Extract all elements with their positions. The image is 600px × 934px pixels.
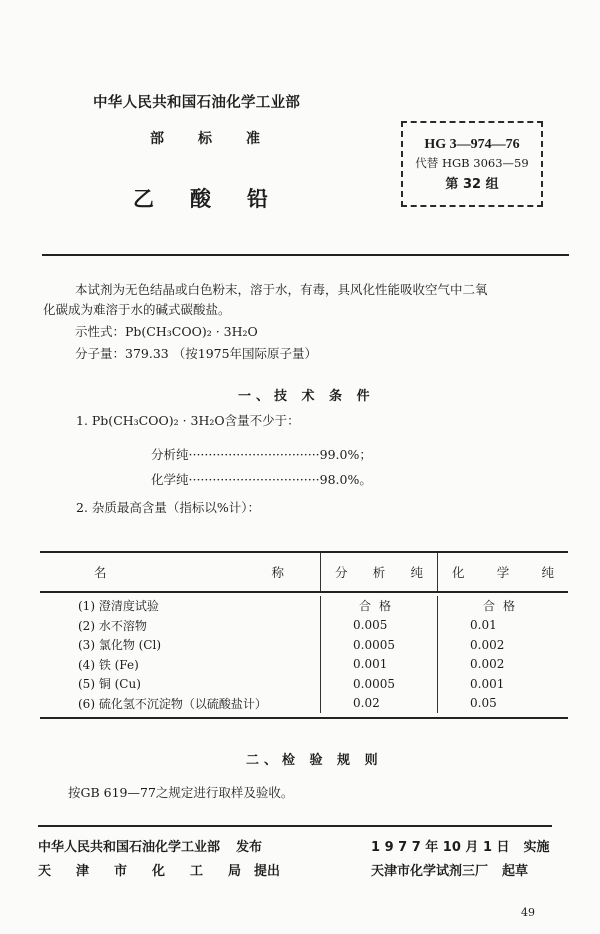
formula: Pb(CH₃COO)₂ · 3H₂O [125,324,258,339]
cp-value: 0.002 [437,635,568,655]
dot-leader: ································· [188,472,320,487]
drafter-line [371,860,528,879]
page-number: 49 [521,906,535,919]
formula-line [75,322,258,341]
table-row [40,655,568,675]
issuer: 中华人民共和国石油化学工业部 [38,840,221,855]
header-char: 析 [372,565,386,580]
drafter-action: 起草 [502,864,529,879]
standard-type-char: 标 [198,131,212,147]
grade-name: 分析纯 [151,447,189,462]
proposer-action: 提出 [254,864,281,879]
standard-type-char: 准 [246,131,260,147]
impurity-name: (4) 铁 (Fe) [78,657,139,672]
header-char: 称 [271,565,284,580]
table-header-row [40,551,568,593]
header-char: 名 [94,565,107,580]
impurity-name: (6) 硫化氢不沉淀物（以硫酸盐计） [78,696,267,711]
header-chemically-pure [437,553,568,591]
grade-name: 化学纯 [151,472,189,487]
effective-line [371,836,550,855]
standard-type [150,128,294,148]
ministry-name: 中华人民共和国石油化学工业部 [93,95,301,111]
table-row [40,616,568,636]
table-row [40,694,568,714]
standard-group: 第 32 组 [445,177,499,192]
header-char: 学 [496,565,510,580]
dot-leader: ································· [188,447,320,462]
ar-value: 0.02 [320,694,437,714]
formula-label: 示性式： [75,324,126,339]
header-char: 化 [452,565,465,580]
mw-note: （按1975年国际原子量） [172,346,318,361]
ar-value: 0.005 [320,616,437,636]
item1-label: 1. Pb(CH₃COO)₂ · 3H₂O含量不少于： [76,413,300,428]
cp-value: 0.002 [437,655,568,675]
proposer-line [38,860,280,879]
proposer-char: 局 [228,864,242,879]
standard-type-char: 部 [150,131,164,147]
footer-divider [38,825,552,827]
standard-number-box [401,121,543,207]
table-row [40,635,568,655]
proposer-char: 工 [190,864,204,879]
table-body [40,593,568,719]
header-char: 纯 [410,565,423,580]
ar-value: 合格 [320,596,437,616]
grade-cp-line [151,470,372,488]
impurity-name: (2) 水不溶物 [78,618,147,633]
title-char: 铅 [247,187,268,211]
proposer-char: 化 [152,864,166,879]
table-row [40,674,568,694]
header-char: 纯 [541,565,554,580]
cp-value: 0.001 [437,674,568,694]
effective-date: 1 9 7 7 年 10 月 1 日 [371,840,510,855]
ar-value: 0.0005 [320,635,437,655]
item2-label: 2. 杂质最高含量（指标以%计）： [76,500,261,515]
replaces-standard: 代替 HGB 3063—59 [415,156,529,170]
issuer-action: 发布 [236,840,263,855]
impurity-name: (1) 澄清度试验 [78,599,159,614]
impurity-name: (3) 氯化物 (Cl) [78,638,162,653]
inspection-rule-text: 按GB 619—77之规定进行取样及验收。 [68,785,294,800]
issuer-line [38,836,262,855]
standard-code: HG 3—974—76 [424,137,520,152]
ar-value: 0.0005 [320,674,437,694]
header-divider [42,254,569,256]
description-line-2: 化碳成为难溶于水的碱式碳酸盐。 [43,302,231,317]
title-char: 酸 [190,187,211,211]
cp-value: 0.01 [437,616,568,636]
molecular-weight-line [75,344,317,363]
impurity-name: (5) 铜 (Cu) [78,677,141,692]
grade-ar-line [151,445,372,463]
impurity-table [40,551,568,719]
ar-value: 0.001 [320,655,437,675]
description-line-1: 本试剂为无色结晶或白色粉末，溶于水，有毒，具风化性能吸收空气中二氧 [75,282,488,297]
section-heading-inspection: 二、检 验 规 则 [246,753,383,768]
mw-label: 分子量： [75,346,126,361]
section-heading-technical: 一、技 术 条 件 [238,389,375,404]
grade-value: 99.0%； [319,447,372,462]
drafter: 天津市化学试剂三厂 [371,864,489,879]
proposer-char: 津 [76,864,90,879]
effective-action: 实施 [523,840,550,855]
cp-value: 0.05 [437,694,568,714]
header-analytical-reagent [320,553,437,591]
table-row [40,596,568,616]
title-char: 乙 [133,187,154,211]
header-char: 分 [335,565,348,580]
document-title [133,183,304,213]
proposer-char: 市 [114,864,128,879]
grade-value: 98.0%。 [319,472,372,487]
proposer-char: 天 [38,864,52,879]
cp-value: 合格 [437,596,568,616]
mw-value: 379.33 [125,346,169,361]
header-name [40,553,320,591]
